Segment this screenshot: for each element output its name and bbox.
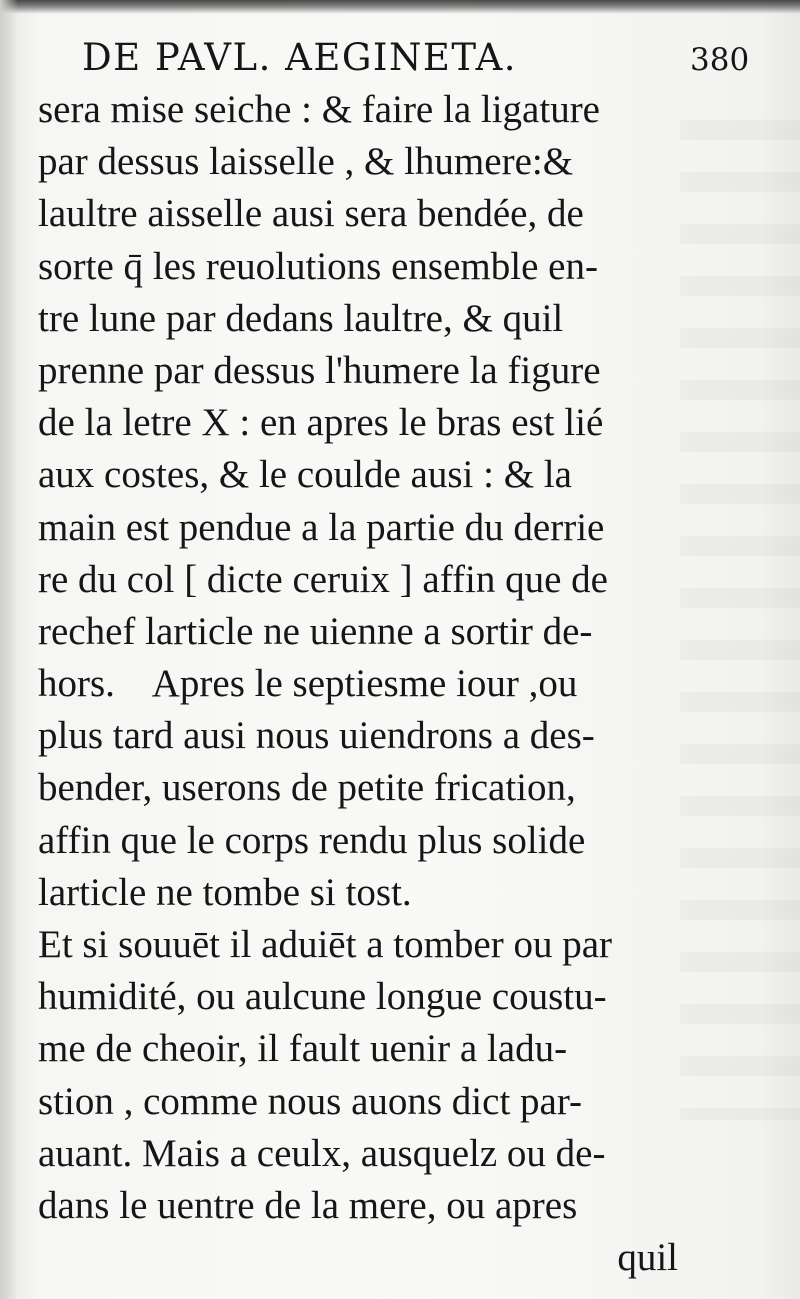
text-line: re du col [ dicte ceruix ] affin que de: [38, 557, 608, 601]
page-gutter-edge: [0, 0, 18, 1299]
text-line: par dessus laisselle , & lhumere:&: [38, 140, 574, 184]
text-line: larticle ne tombe si tost.: [38, 870, 412, 914]
text-line: stion , comme nous auons dict par-: [38, 1079, 583, 1123]
page-number: 380: [690, 42, 750, 78]
show-through-shadow: [680, 120, 800, 1120]
text-line: de la letre X : en apres le bras est lié: [38, 401, 604, 445]
text-line: Et si souuēt il aduiēt a tomber ou par: [38, 923, 613, 966]
text-line: aux costes, & le coulde ausi : & la: [38, 453, 572, 497]
text-line: prenne par dessus l'humere la figure: [38, 348, 601, 392]
body-text: [38, 84, 678, 1284]
text-line: hors. Apres le septiesme iour ,ou: [38, 662, 578, 706]
catchword: quil: [617, 1236, 678, 1280]
text-line: bender, userons de petite frication,: [38, 766, 576, 810]
text-line: me de cheoir, il fault uenir a ladu-: [38, 1027, 568, 1071]
page-top-edge: [0, 0, 800, 14]
text-line: sera mise seiche : & faire la ligature: [38, 88, 600, 131]
text-line: sorte q̄ les reuolutions ensemble en-: [38, 244, 598, 288]
text-line: plus tard ausi nous uiendrons a des-: [38, 714, 595, 758]
text-line: humidité, ou aulcune longue coustu-: [38, 975, 607, 1019]
text-line: affin que le corps rendu plus solide: [38, 818, 586, 862]
text-line: main est pendue a la partie du derrie: [38, 505, 605, 549]
text-line: rechef larticle ne uienne a sortir de-: [38, 609, 593, 653]
text-line: tre lune par dedans laultre, & quil: [38, 296, 564, 340]
running-title: DE PAVL. AEGINETA.: [82, 36, 518, 79]
text-line: auant. Mais a ceulx, ausquelz ou de-: [38, 1131, 606, 1175]
text-line: laultre aisselle ausi sera bendée, de: [38, 192, 584, 236]
text-line: dans le uentre de la mere, ou apres: [38, 1183, 578, 1227]
